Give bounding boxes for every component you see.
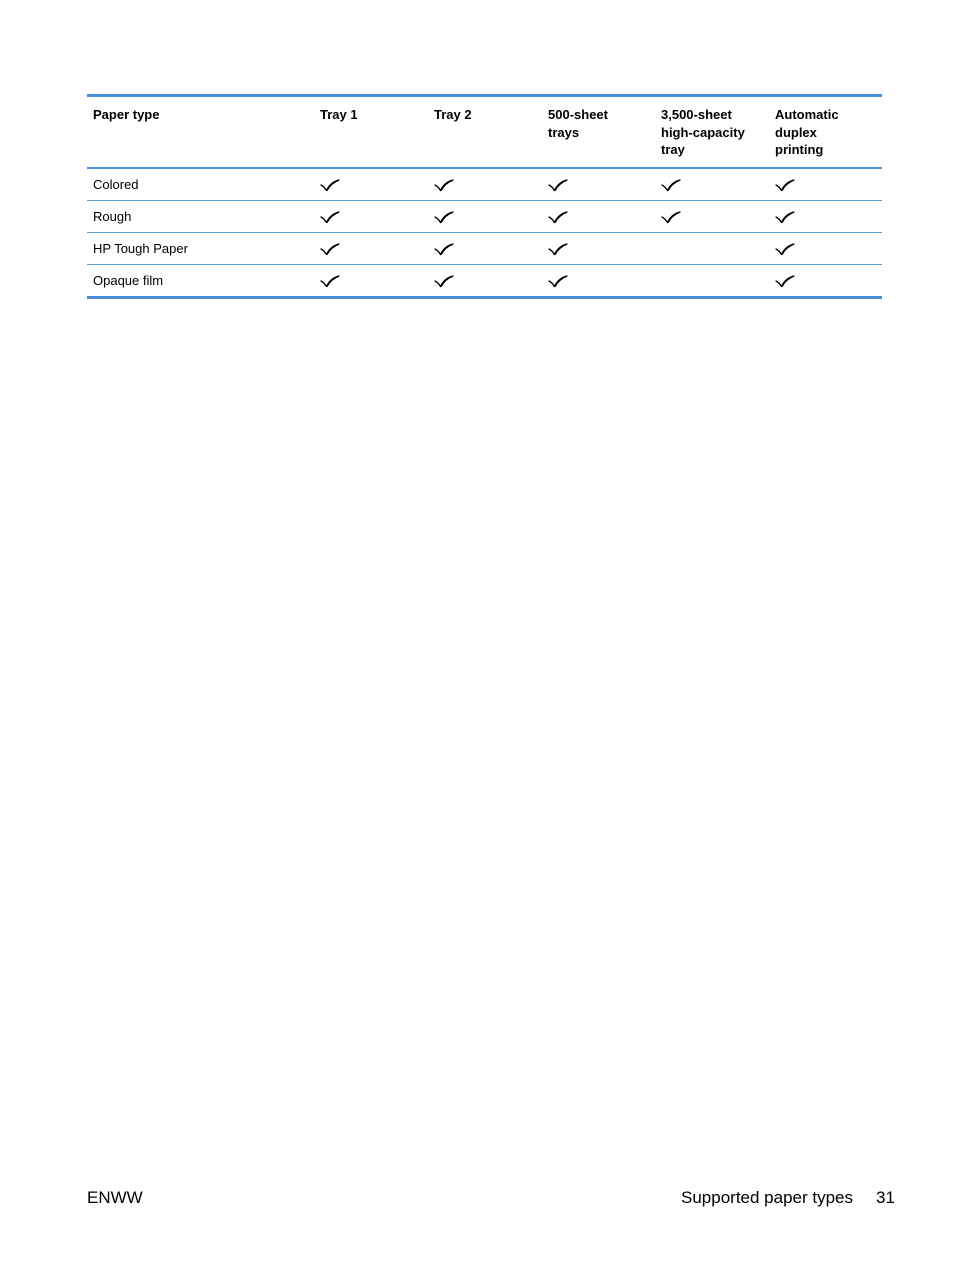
support-cell	[655, 200, 769, 232]
header-3500-sheet-tray: 3,500-sheet high-capacity tray	[661, 107, 745, 157]
checkmark-icon	[775, 178, 795, 192]
table-row	[87, 200, 882, 232]
checkmark-icon	[320, 274, 340, 288]
checkmark-icon	[434, 178, 454, 192]
support-cell	[542, 168, 655, 201]
support-cell	[655, 232, 769, 264]
support-cell	[314, 168, 428, 201]
paper-type-table	[87, 94, 882, 299]
header-tray-2: Tray 2	[434, 107, 472, 122]
checkmark-icon	[548, 242, 568, 256]
paper-type-cell: Colored	[93, 176, 139, 192]
support-cell	[314, 232, 428, 264]
support-cell	[769, 264, 882, 297]
checkmark-icon	[548, 210, 568, 224]
checkmark-icon	[320, 178, 340, 192]
header-paper-type: Paper type	[93, 107, 160, 122]
paper-type-cell: HP Tough Paper	[93, 240, 188, 256]
footer-section-code: ENWW	[87, 1188, 143, 1207]
support-cell	[428, 168, 542, 201]
footer-chapter-title: Supported paper types	[681, 1188, 854, 1207]
checkmark-icon	[548, 274, 568, 288]
support-cell	[428, 200, 542, 232]
support-cell	[542, 232, 655, 264]
support-cell	[655, 264, 769, 297]
checkmark-icon	[775, 242, 795, 256]
footer-page-number: 31	[876, 1188, 895, 1207]
table-header-row	[87, 96, 882, 168]
table-row	[87, 168, 882, 201]
checkmark-icon	[775, 274, 795, 288]
header-tray-1: Tray 1	[320, 107, 358, 122]
paper-type-cell: Opaque film	[93, 272, 164, 288]
support-cell	[769, 200, 882, 232]
checkmark-icon	[434, 274, 454, 288]
checkmark-icon	[320, 210, 340, 224]
support-cell	[655, 168, 769, 201]
support-cell	[542, 264, 655, 297]
support-cell	[428, 264, 542, 297]
support-cell	[542, 200, 655, 232]
checkmark-icon	[434, 210, 454, 224]
support-cell	[428, 232, 542, 264]
checkmark-icon	[320, 242, 340, 256]
support-cell	[314, 200, 428, 232]
table-row	[87, 264, 882, 297]
header-automatic-duplex: Automatic duplex printing	[775, 107, 839, 157]
support-cell	[314, 264, 428, 297]
support-cell	[769, 168, 882, 201]
checkmark-icon	[434, 242, 454, 256]
table-row	[87, 232, 882, 264]
checkmark-icon	[548, 178, 568, 192]
checkmark-icon	[661, 178, 681, 192]
checkmark-icon	[661, 210, 681, 224]
paper-type-cell: Rough	[93, 208, 132, 224]
header-500-sheet-trays: 500-sheet trays	[548, 107, 608, 140]
support-cell	[769, 232, 882, 264]
checkmark-icon	[775, 210, 795, 224]
